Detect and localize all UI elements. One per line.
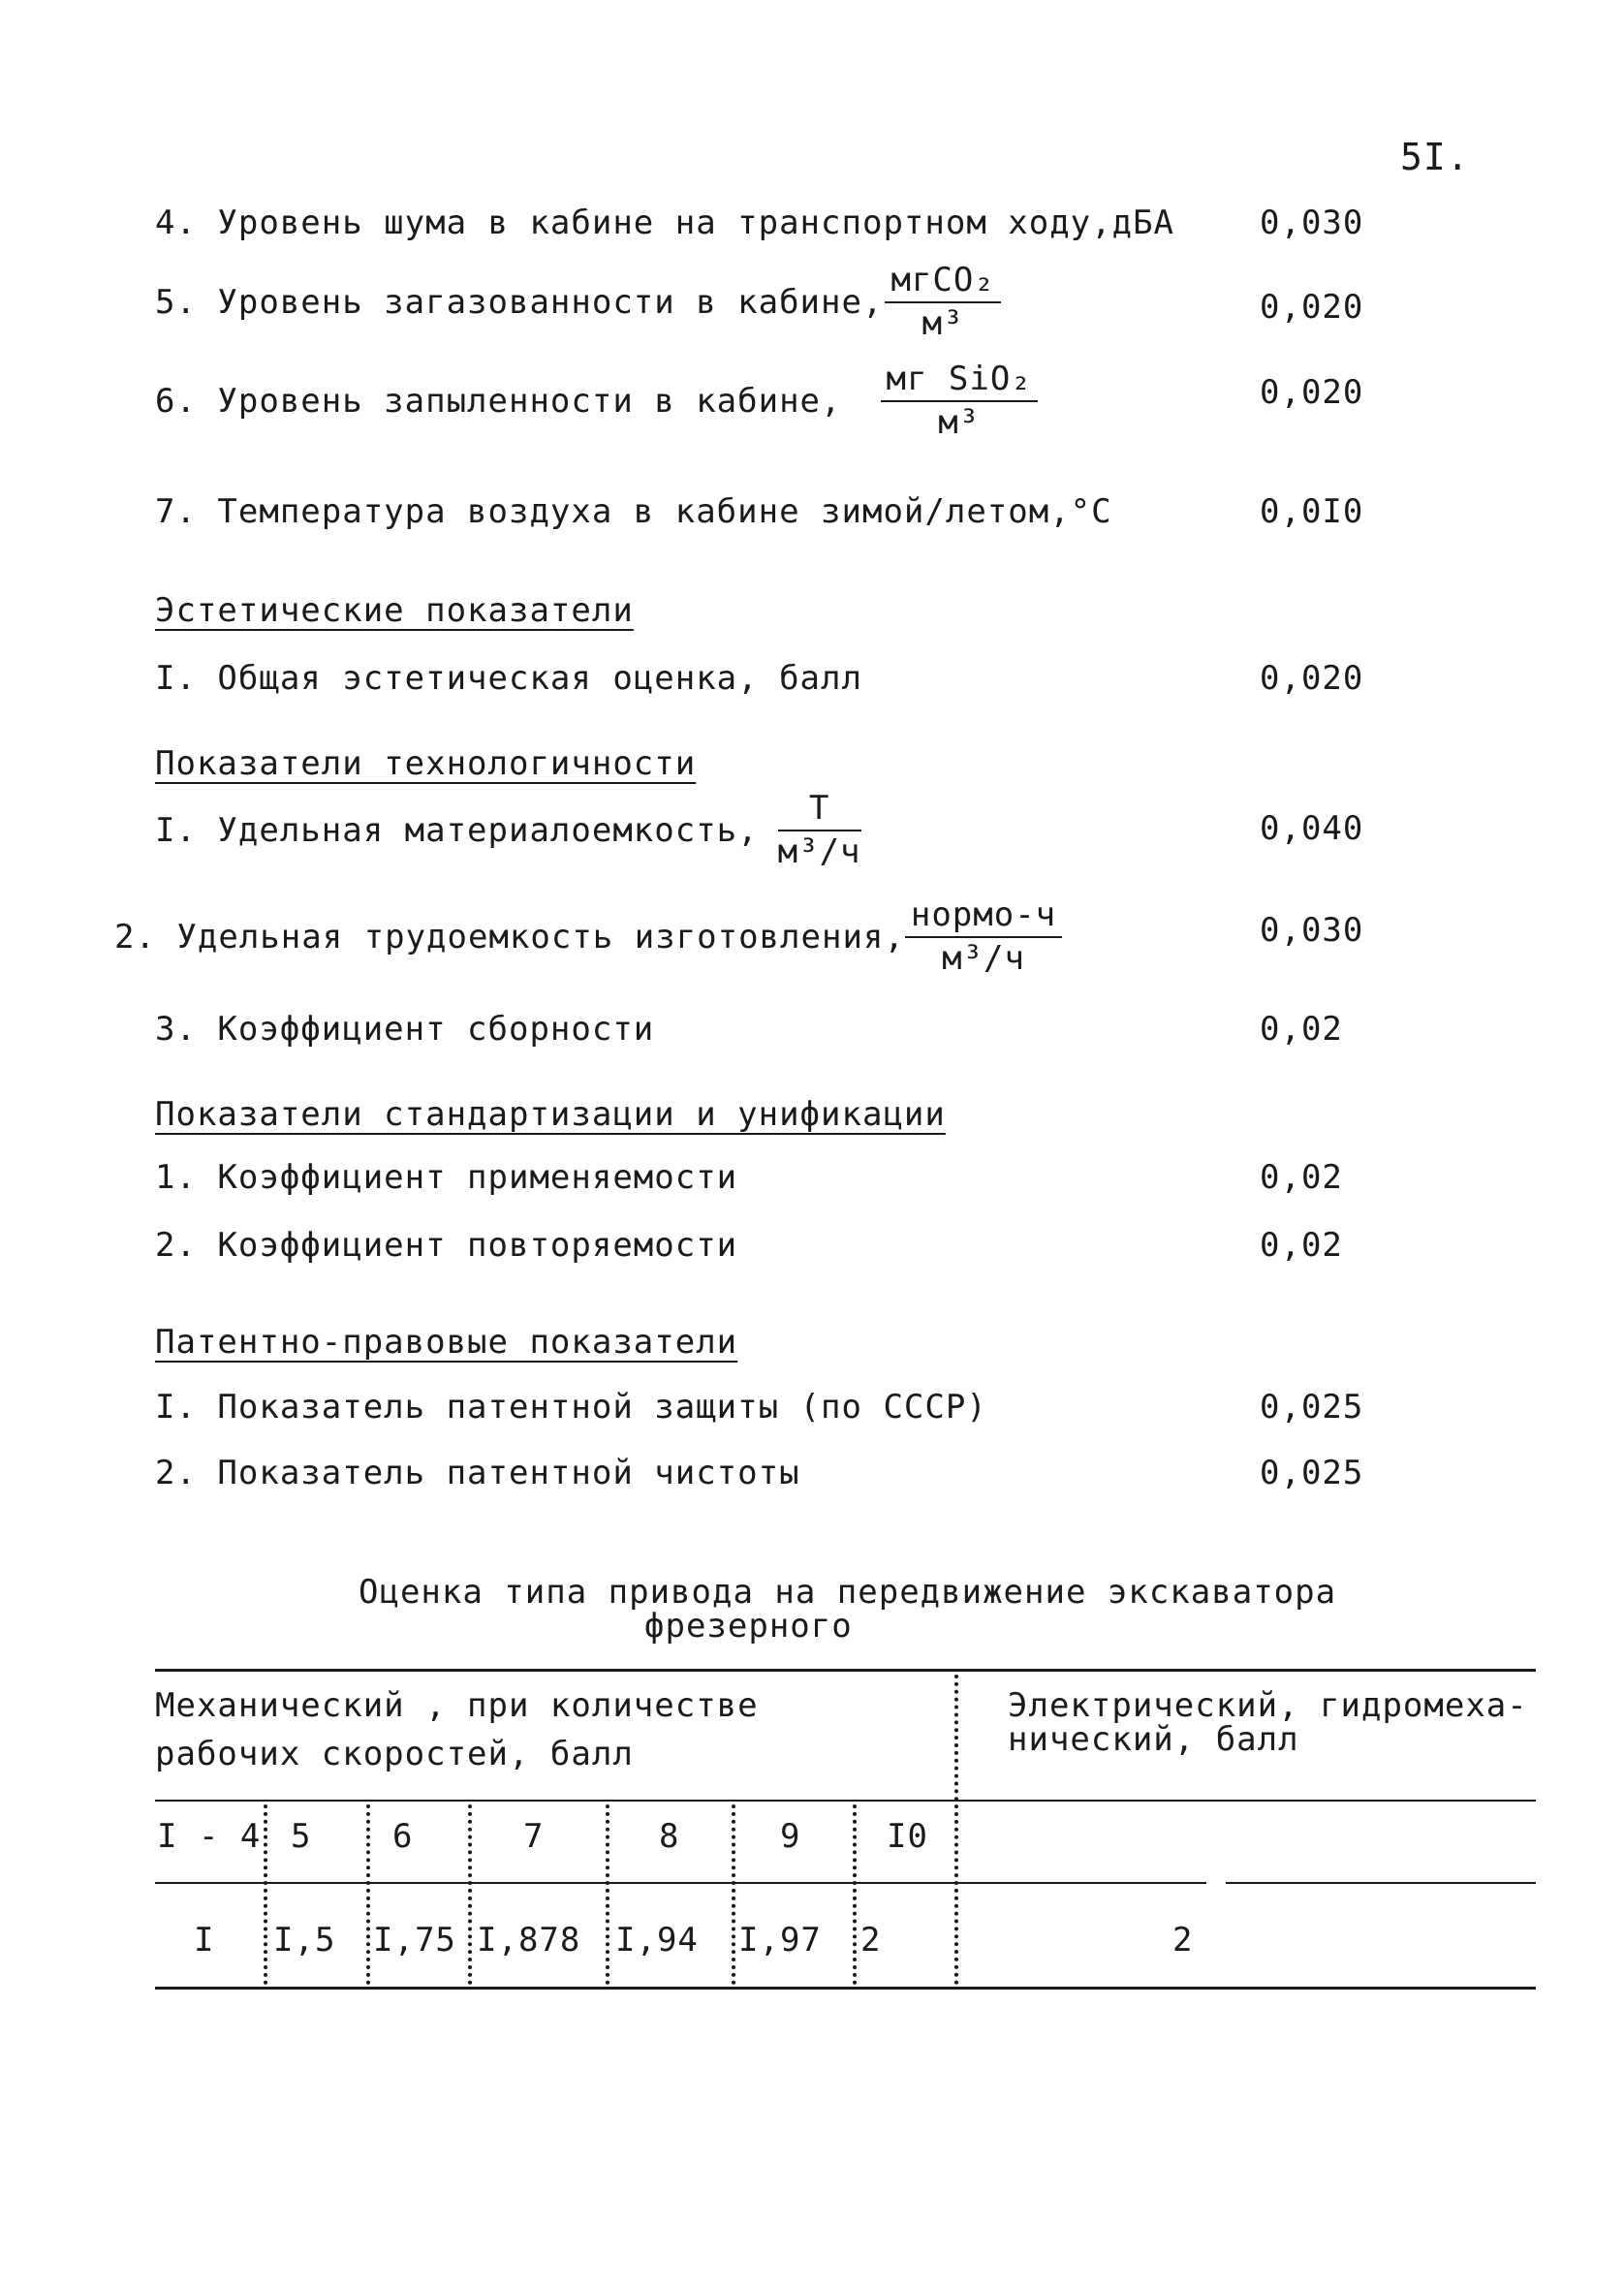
fraction-numerator: мгСО₂ xyxy=(885,262,1000,303)
table-rule-bottom xyxy=(155,1987,1536,1990)
speed-cell: 8 xyxy=(659,1817,680,1856)
table-divider xyxy=(732,1804,735,1985)
speed-cell: I - 4 xyxy=(157,1817,262,1856)
item-value: 0,030 xyxy=(1260,204,1364,242)
item-label: I. Удельная материалоемкость, xyxy=(155,811,759,851)
item-unit: °C xyxy=(1070,492,1112,531)
header-mechanical-cont: рабочих скоростей, балл xyxy=(155,1735,634,1773)
section-title-standardization: Показатели стандартизации и унификации xyxy=(155,1095,946,1134)
section-title-patent: Патентно-правовые показатели xyxy=(155,1323,738,1362)
item-repeatability: 2. Коэффициент повторяемости xyxy=(155,1226,738,1265)
item-assembly: 3. Коэффициент сборности xyxy=(155,1010,655,1049)
table-divider xyxy=(853,1804,857,1985)
table-rule-header xyxy=(155,1800,1536,1802)
score-cell: I,94 xyxy=(615,1921,699,1960)
item-value: 0,0I0 xyxy=(1260,492,1364,531)
fraction-numerator: Т xyxy=(778,790,861,831)
item-value: 0,025 xyxy=(1260,1388,1364,1427)
speed-cell: I0 xyxy=(887,1817,928,1856)
item-value: 0,020 xyxy=(1260,288,1364,327)
section-title-tech: Показатели технологичности xyxy=(155,744,697,783)
score-cell: I,878 xyxy=(477,1921,581,1960)
fraction-denominator: м³/ч xyxy=(942,939,1025,979)
section-title-aesthetic: Эстетические показатели xyxy=(155,591,634,630)
item-value: 0,02 xyxy=(1260,1010,1343,1049)
fraction xyxy=(905,896,1062,978)
speed-cell: 6 xyxy=(392,1817,414,1856)
electric-score-cell: 2 xyxy=(1172,1921,1194,1960)
fraction-denominator: м³ xyxy=(921,304,964,344)
table-divider xyxy=(264,1804,267,1985)
item-value: 0,020 xyxy=(1260,659,1364,698)
item-label: 7. Температура воздуха в кабине зимой/летом, xyxy=(155,492,1071,531)
item-labor xyxy=(114,896,1062,978)
header-electric: Электрический, гидромеха- xyxy=(1008,1686,1528,1725)
table-divider-main xyxy=(954,1675,958,1985)
score-cell: I xyxy=(194,1921,215,1960)
speed-cell: 9 xyxy=(780,1817,801,1856)
page-number: 5I. xyxy=(1400,136,1470,178)
fraction-numerator: нормо-ч xyxy=(905,896,1062,938)
item-value: 0,02 xyxy=(1260,1158,1343,1197)
table-divider xyxy=(606,1804,609,1985)
item-value: 0,02 xyxy=(1260,1226,1343,1265)
item-label: 6. Уровень запыленности в кабине, xyxy=(155,382,842,422)
item-applicability: 1. Коэффициент применяемости xyxy=(155,1158,738,1197)
score-cell: I,75 xyxy=(373,1921,456,1960)
fraction-numerator: мг SiO₂ xyxy=(881,361,1038,402)
item-label: 5. Уровень загазованности в кабине, xyxy=(155,283,884,323)
table-title-cont: фрезерного xyxy=(644,1607,853,1646)
item-label: 4. Уровень шума в кабине на транспортном ходу,дБА xyxy=(155,204,1175,242)
fraction xyxy=(778,790,861,871)
item-noise xyxy=(155,204,1174,242)
header-mechanical: Механический , при количестве xyxy=(155,1686,759,1725)
fraction-denominator: м³/ч xyxy=(777,832,861,872)
item-temperature xyxy=(155,492,1112,531)
item-material xyxy=(155,790,861,871)
table-divider xyxy=(366,1804,370,1985)
item-value: 0,020 xyxy=(1260,373,1364,412)
item-dust xyxy=(155,361,1038,442)
table-title: Оценка типа привода на передвижение экскаватора xyxy=(359,1573,1337,1612)
fraction xyxy=(885,262,1000,343)
item-value: 0,025 xyxy=(1260,1454,1364,1492)
speed-cell: 5 xyxy=(291,1817,312,1856)
score-cell: I,97 xyxy=(738,1921,822,1960)
item-value: 0,040 xyxy=(1260,809,1364,848)
fraction-denominator: м³ xyxy=(938,403,981,443)
score-cell: I,5 xyxy=(273,1921,336,1960)
speed-cell: 7 xyxy=(523,1817,545,1856)
table-rule-speeds xyxy=(155,1882,1206,1884)
item-patent-purity: 2. Показатель патентной чистоты xyxy=(155,1454,800,1492)
item-gas xyxy=(155,262,1001,343)
score-cell: 2 xyxy=(860,1921,882,1960)
table-divider xyxy=(468,1804,472,1985)
table-rule-speeds-right xyxy=(1226,1882,1536,1884)
header-electric-cont: нический, балл xyxy=(1008,1720,1299,1759)
item-aesthetic-score: I. Общая эстетическая оценка, балл xyxy=(155,659,862,698)
item-value: 0,030 xyxy=(1260,911,1364,950)
fraction xyxy=(881,361,1038,442)
item-label: 2. Удельная трудоемкость изготовления, xyxy=(114,918,905,957)
item-patent-protection: I. Показатель патентной защиты (по СССР) xyxy=(155,1388,987,1427)
table-rule-top xyxy=(155,1669,1536,1672)
